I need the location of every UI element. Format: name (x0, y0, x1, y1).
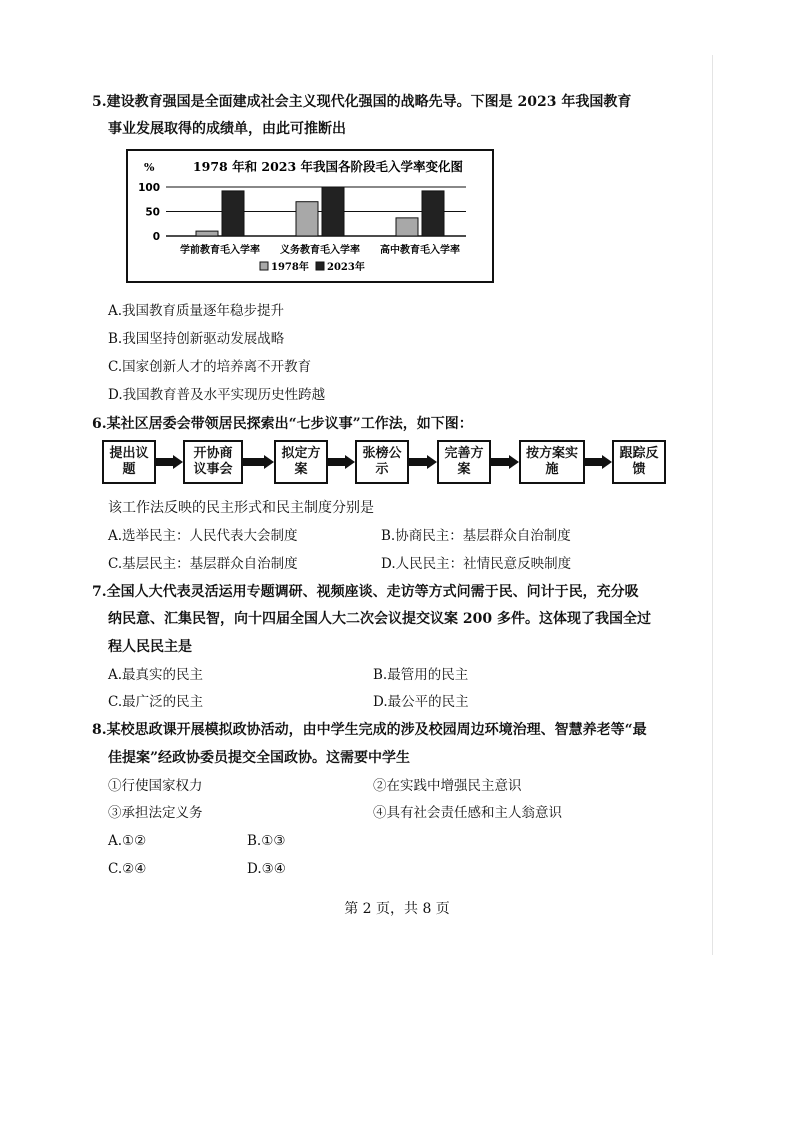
flow-step-6: 按方案实施 (519, 440, 585, 484)
q5-option-d[interactable]: D.我国教育普及水平实现历史性跨越 (108, 387, 326, 403)
flow-arrow-icon (156, 455, 183, 469)
page-edge-line (712, 55, 713, 955)
chart-title: 1978 年和 2023 年我国各阶段毛入学率变化图 (192, 159, 464, 174)
q8-option-d[interactable]: D.③④ (247, 861, 286, 877)
page-footer: 第 2 页，共 8 页 (344, 901, 450, 917)
bar-1978 (296, 202, 318, 236)
q8-option-c[interactable]: C.②④ (108, 861, 147, 877)
flow-arrow-icon (491, 455, 519, 469)
q8-option-b[interactable]: B.①③ (247, 833, 286, 849)
legend-swatch (260, 262, 268, 270)
q5-option-a[interactable]: A.我国教育质量逐年稳步提升 (108, 303, 285, 319)
q5-option-b[interactable]: B.我国坚持创新驱动发展战略 (108, 331, 285, 347)
flow-step-1: 提出议题 (102, 440, 156, 484)
q6-option-c[interactable]: C.基层民主：基层群众自治制度 (108, 556, 298, 572)
bar-2023 (322, 187, 344, 236)
q7-option-c[interactable]: C.最广泛的民主 (108, 694, 204, 710)
q8-item-3: ③承担法定义务 (108, 805, 203, 821)
q6-option-a[interactable]: A.选举民主：人民代表大会制度 (108, 528, 298, 544)
y-tick-label: 50 (145, 206, 160, 219)
y-tick-label: 0 (152, 231, 160, 243)
bar-1978 (396, 218, 418, 236)
q8-item-4: ④具有社会责任感和主人翁意识 (373, 805, 562, 821)
q8-stem-line-1: 8.某校思政课开展模拟政协活动，由中学生完成的涉及校园周边环境治理、智慧养老等“最 (92, 722, 647, 738)
y-tick-label: 100 (138, 182, 160, 194)
x-category-label: 高中教育毛入学率 (380, 245, 460, 256)
x-category-label: 义务教育毛入学率 (280, 245, 360, 256)
q6-question: 该工作法反映的民主形式和民主制度分别是 (108, 500, 374, 516)
legend-label: 1978年 (271, 262, 309, 273)
chart-svg (128, 151, 492, 281)
q5-stem-line-2: 事业发展取得的成绩单，由此可推断出 (108, 121, 346, 137)
flow-arrow-icon (585, 455, 612, 469)
flow-step-5: 完善方案 (437, 440, 491, 484)
flow-step-7: 跟踪反馈 (612, 440, 666, 484)
q8-item-2: ②在实践中增强民主意识 (373, 778, 522, 794)
q7-stem-line-1: 7.全国人大代表灵活运用专题调研、视频座谈、走访等方式问需于民、问计于民，充分吸 (92, 584, 639, 600)
flow-arrow-icon (409, 455, 437, 469)
bar-2023 (422, 191, 444, 236)
q5-option-c[interactable]: C.国家创新人才的培养离不开教育 (108, 359, 312, 375)
q8-option-a[interactable]: A.①② (108, 833, 147, 849)
y-axis-unit-label: % (144, 161, 155, 174)
flow-arrow-icon (243, 455, 274, 469)
q8-item-1: ①行使国家权力 (108, 778, 203, 794)
q7-stem-line-2: 纳民意、汇集民智，向十四届全国人大二次会议提交议案 200 多件。这体现了我国全过 (108, 611, 651, 627)
flow-step-4: 张榜公示 (355, 440, 409, 484)
q6-option-b[interactable]: B.协商民主：基层群众自治制度 (381, 528, 571, 544)
flow-step-3: 拟定方案 (274, 440, 328, 484)
flow-arrow-icon (328, 455, 355, 469)
q7-option-b[interactable]: B.最管用的民主 (373, 667, 469, 683)
q7-option-a[interactable]: A.最真实的民主 (108, 667, 204, 683)
flow-step-2: 开协商议事会 (183, 440, 243, 484)
legend-label: 2023年 (327, 262, 365, 273)
q8-stem-line-2: 佳提案”经政协委员提交全国政协。这需要中学生 (108, 750, 411, 766)
legend-swatch (316, 262, 324, 270)
q6-option-d[interactable]: D.人民民主：社情民意反映制度 (381, 556, 572, 572)
bar-2023 (222, 191, 244, 236)
q5-stem-line-1: 5.建设教育强国是全面建成社会主义现代化强国的战略先导。下图是 2023 年我国教育 (92, 94, 632, 110)
enrollment-chart (126, 149, 494, 283)
q6-stem: 6.某社区居委会带领居民探索出“七步议事”工作法，如下图： (92, 416, 473, 432)
bar-1978 (196, 231, 218, 236)
x-category-label: 学前教育毛入学率 (180, 245, 260, 256)
q7-option-d[interactable]: D.最公平的民主 (373, 694, 469, 710)
q7-stem-line-3: 程人民民主是 (108, 639, 192, 655)
